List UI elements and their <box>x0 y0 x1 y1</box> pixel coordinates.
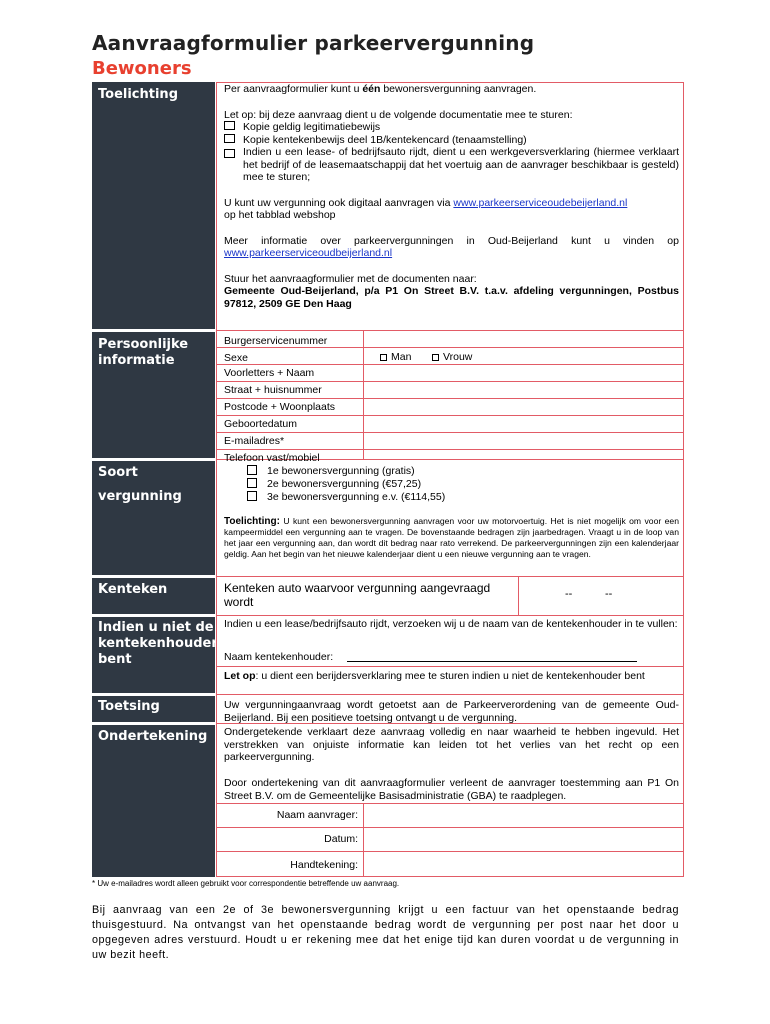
geboorte-field[interactable] <box>364 416 683 431</box>
section-soort <box>92 461 215 575</box>
kenteken-dash-1: -- <box>565 588 573 600</box>
handtekening-field[interactable] <box>364 852 683 876</box>
digital-pre: U kunt uw vergunning ook digitaal aanvragen via <box>224 196 454 209</box>
footnote: * Uw e-mailadres wordt alleen gebruikt voor correspondentie betreffende uw aanvraag. <box>92 879 400 888</box>
section-toelichting <box>92 82 215 329</box>
checkbox-permit-2[interactable] <box>247 478 257 488</box>
checkbox-doc1[interactable] <box>224 121 235 130</box>
permit-option-2[interactable] <box>247 478 421 491</box>
webshop-link[interactable]: www.parkeerserviceoudebeijerland.nl <box>453 196 628 209</box>
datum-field[interactable] <box>364 828 683 850</box>
doc3-label: Indien u een lease- of bedrijfsauto rijdt, dient u een werkgeversverklaring (hiermee verklaart het bedrijf of de leasemaatschappij dat het voertuig aan de aanvrager beschikbaar is gesteld) mee te sturen; <box>243 146 679 183</box>
naam-aanvrager-label: Naam aanvrager: <box>276 809 358 821</box>
checkbox-vrouw[interactable] <box>432 354 439 361</box>
lease-letop <box>224 670 679 683</box>
section-label-indien-1: Indien u niet de <box>98 620 214 635</box>
section-label-persoonlijk-1: Persoonlijke <box>98 337 189 352</box>
email-label: E-mailadres* <box>224 435 285 447</box>
permit-option-2-label: 2e bewonersvergunning (€57,25) <box>267 478 422 490</box>
stuur-text: Stuur het aanvraagformulier met de documenten naar: <box>224 272 477 285</box>
checkbox-doc3[interactable] <box>224 149 235 158</box>
section-label-toetsing: Toetsing <box>98 699 160 714</box>
datum-label: Datum: <box>324 833 358 845</box>
footer-text: Bij aanvraag van een 2e of 3e bewonersvergunning krijgt u een factuur van het openstaande bedrag thuisgestuurd. Na ontvangst van het openstaande bedrag wordt de vergunning per post naar het door u opgegeven adres verstuurd. Houdt u er rekening mee dat het enige tijd kan duren voordat u de vergunning in uw bezit heeft. <box>92 904 679 961</box>
kenteken-field[interactable] <box>519 577 683 614</box>
naam-aanvrager-field[interactable] <box>364 804 683 826</box>
page-title: Aanvraagformulier parkeervergunning <box>92 31 535 55</box>
straat-label: Straat + huisnummer <box>224 384 322 396</box>
divider <box>216 694 684 695</box>
lease-letop-label: Let op <box>224 670 256 682</box>
permit-toelichting-label: Toelichting: <box>224 516 280 527</box>
section-ondertekening <box>92 725 215 877</box>
intro-line1-bold: één <box>362 83 381 95</box>
doc-item <box>224 121 679 134</box>
permit-option-1[interactable] <box>247 465 415 478</box>
intro-line1-pre: Per aanvraagformulier kunt u <box>224 83 363 95</box>
meer-info: Meer informatie over parkeervergunningen in Oud-Beijerland kunt u vinden op <box>224 234 679 247</box>
checkbox-permit-3[interactable] <box>247 491 257 501</box>
sex-option-vrouw[interactable] <box>432 351 472 364</box>
doc-item <box>224 146 679 184</box>
sexe-label: Sexe <box>224 352 248 364</box>
intro-line1-post: bewonersvergunning aanvragen. <box>380 83 537 95</box>
digital-post: op het tabblad webshop <box>224 209 336 221</box>
doc-item <box>224 134 679 147</box>
intro-letop: Let op: bij deze aanvraag dient u de volgende documentatie mee te sturen: <box>224 108 573 121</box>
section-label-kenteken: Kenteken <box>98 582 168 597</box>
straat-field[interactable] <box>364 382 683 397</box>
send-address: Gemeente Oud-Beijerland, p/a P1 On Street B.V. t.a.v. afdeling vergunningen, Postbus 97812, 2509 GE Den Haag <box>224 285 679 310</box>
kenteken-dash-2: -- <box>605 588 613 600</box>
info-link[interactable]: www.parkeerserviceoudbeijerland.nl <box>224 247 393 259</box>
kenteken-label: Kenteken auto waarvoor vergunning aangevraagd wordt <box>224 581 491 609</box>
lease-text: Indien u een lease/bedrijfsauto rijdt, verzoeken wij u de naam van de kentekenhouder in te vullen: <box>224 618 678 630</box>
section-label-persoonlijk-2: informatie <box>98 353 175 368</box>
intro-block <box>224 83 679 310</box>
section-label-ondertekening: Ondertekening <box>98 729 208 744</box>
man-label: Man <box>391 351 412 363</box>
section-label-toelichting: Toelichting <box>98 87 178 102</box>
permit-option-3-label: 3e bewonersvergunning e.v. (€114,55) <box>267 491 446 503</box>
permit-option-3[interactable] <box>247 491 445 504</box>
checkbox-man[interactable] <box>380 354 387 361</box>
ondertekening-text-1: Ondergetekende verklaart deze aanvraag volledig en naar waarheid te hebben ingevuld. Het verstrekken van onjuiste informatie kan leiden tot het verlies van het recht op een parkeervergunning. <box>224 726 679 763</box>
section-toetsing <box>92 696 215 722</box>
checkbox-doc2[interactable] <box>224 134 235 143</box>
section-persoonlijk <box>92 332 215 458</box>
divider <box>216 449 684 450</box>
section-label-soort-2: vergunning <box>98 489 182 504</box>
telefoon-label: Telefoon vast/mobiel <box>224 452 320 464</box>
postcode-field[interactable] <box>364 399 683 414</box>
divider <box>216 615 684 616</box>
section-label-indien-2: kentekenhouder <box>98 636 218 651</box>
toetsing-text: Uw vergunningaanvraag wordt getoetst aan de Parkeerverordening van de gemeente Oud-Beijerland. Bij een positieve toetsing ontvangt u de vergunning. <box>224 699 679 724</box>
postcode-label: Postcode + Woonplaats <box>224 401 336 413</box>
permit-toelichting <box>224 516 679 560</box>
naam-kentekenhouder-field[interactable] <box>347 661 637 662</box>
doc2-label: Kopie kentekenbewijs deel 1B/kentekencard (tenaamstelling) <box>243 133 527 146</box>
sex-option-man[interactable] <box>380 351 411 364</box>
page-subtitle: Bewoners <box>92 58 192 79</box>
vrouw-label: Vrouw <box>443 351 473 363</box>
bsn-label: Burgerservicenummer <box>224 335 328 347</box>
checkbox-permit-1[interactable] <box>247 465 257 475</box>
section-label-soort-1: Soort <box>98 465 138 480</box>
section-kenteken <box>92 578 215 614</box>
lease-letop-text: : u dient een berijdersverklaring mee te sturen indien u niet de kentekenhouder bent <box>255 670 645 682</box>
divider <box>216 330 684 331</box>
geboorte-label: Geboortedatum <box>224 418 297 430</box>
handtekening-label: Handtekening: <box>290 859 358 871</box>
permit-toelichting-text: U kunt een bewonersvergunning aanvragen voor uw motorvoertuig. Het is niet mogelijk om voor een kampeermiddel een vergunning aan te vragen. De bovenstaande bedragen zijn jaarbedragen. Vraagt u in de loop van het jaar een vergunning aan, dan wordt dit bedrag naar rato verrekend. De parkeervergunningen zijn een kalenderjaar geldig. Aan het begin van het nieuwe kalenderjaar dient u een nieuwe vergunning aan te vragen. <box>224 516 679 559</box>
email-field[interactable] <box>364 433 683 448</box>
ondertekening-text-2: Door ondertekening van dit aanvraagformulier verleent de aanvrager toestemming aan P1 On Street B.V. om de Gemeentelijke Basisadministratie (GBA) te raadplegen. <box>224 777 679 802</box>
permit-option-1-label: 1e bewonersvergunning (gratis) <box>267 465 415 477</box>
section-label-indien-3: bent <box>98 652 132 667</box>
voorletters-field[interactable] <box>364 365 683 380</box>
section-indien <box>92 617 218 693</box>
divider <box>216 666 684 667</box>
voorletters-label: Voorletters + Naam <box>224 367 315 379</box>
bsn-field[interactable] <box>364 332 683 347</box>
doc1-label: Kopie geldig legitimatiebewijs <box>243 121 381 133</box>
naam-kentekenhouder-label: Naam kentekenhouder: <box>224 651 334 663</box>
